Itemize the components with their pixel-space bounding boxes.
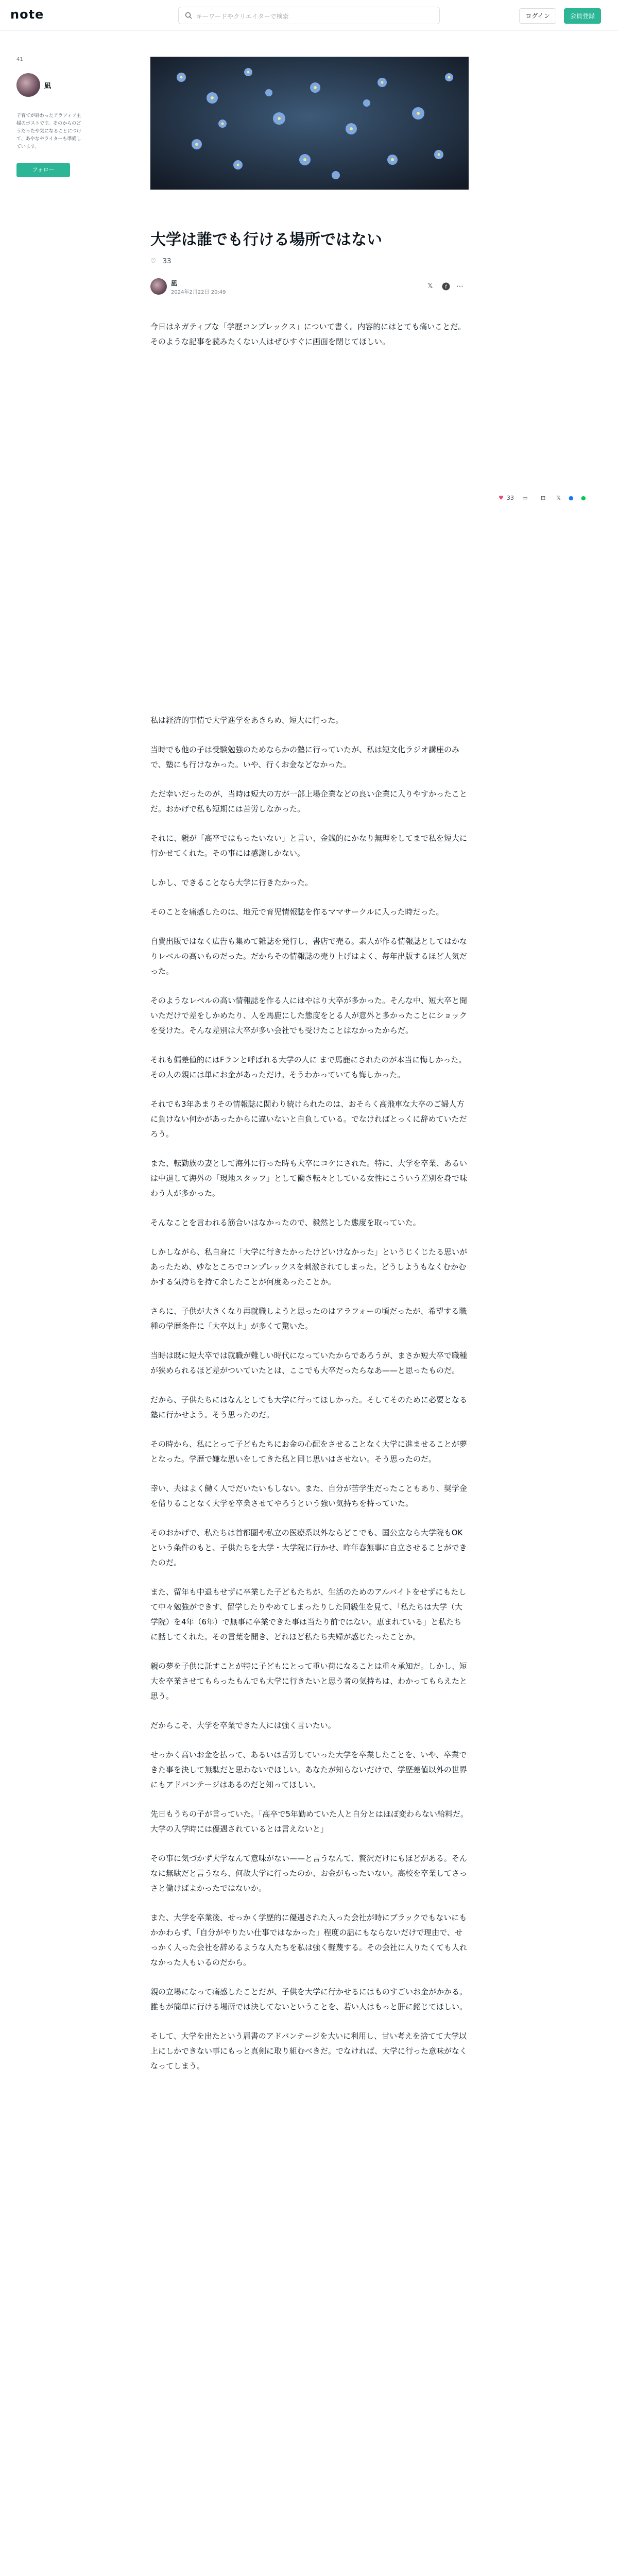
author-name[interactable]: 凪 bbox=[171, 280, 178, 287]
article-lead bbox=[150, 319, 469, 364]
paragraph: それに、親が「高卒ではもったいない」と言い、金銭的にかなり無理をしてまで私を短大に行かせてくれた。その事には感謝しかない。 bbox=[150, 834, 468, 858]
floating-actions bbox=[499, 495, 612, 507]
paragraph: だからこそ、大学を卒業できた人には強く言いたい。 bbox=[150, 1721, 336, 1730]
paragraph: その時から、私にとって子どもたちにお金の心配をさせることなく大学に進ませることが夢となった。学歴で嫌な思いをしてきた私と同じ思いはさせない。そう思ったのだ。 bbox=[150, 1439, 467, 1464]
paragraph: それでも3年あまりその情報誌に関わり続けられたのは、おそらく高飛車な大卒のご婦人方に負けない何かがあったからに違いないと自負している。でなければとっくに辞めていただろう。 bbox=[150, 1099, 467, 1139]
note-logo[interactable]: note bbox=[10, 7, 44, 22]
paragraph: さらに、子供が大きくなり再就職しようと思ったのはアラフォーの頃だったが、希望する職種の学歴条件に「大卒以上」が多くて驚いた。 bbox=[150, 1307, 467, 1331]
author-avatar[interactable] bbox=[150, 278, 167, 295]
login-button[interactable]: ログイン bbox=[519, 8, 556, 24]
paragraph: また、大学を卒業後、せっかく学歴的に優遇された入った会社が時にブラックでもないにもかかわらず、「自分がやりたい仕事ではなかった」程度の話にもならないだけで理由で、せっかく入った会社を辞めるような人たちを私は強く軽蔑する。その会社に入りたくても入れなかった人もいるのだから。 bbox=[150, 1913, 468, 1967]
site-header bbox=[0, 0, 618, 31]
creator-name[interactable]: 凪 bbox=[44, 82, 52, 90]
publish-date: 2024年2月22日 20:49 bbox=[171, 290, 226, 295]
author-row bbox=[150, 278, 469, 297]
hero-image bbox=[150, 57, 469, 190]
paragraph: それも偏差値的にはFランと呼ばれる大学の人に まで馬鹿にされたのが本当に悔しかった。その人の親には単にお金があっただけ。そうわかっていても悔しかった。 bbox=[150, 1055, 467, 1079]
facebook-share-icon[interactable] bbox=[442, 282, 450, 291]
like-count: 33 bbox=[162, 258, 171, 265]
paragraph: 当時でも他の子は受験勉強のためならかの塾に行っていたが、私は短文化ラジオ講座のみで、塾にも行けなかった。いや、行くお金などなかった。 bbox=[150, 745, 460, 769]
search-placeholder: キーワードやクリエイターで検索 bbox=[196, 13, 289, 20]
paragraph: 先日もうちの子が言っていた。「高卒で5年勤めていた人と自分とはほぼ変わらない給料だ。大学の入学時には優遇されているとは言えないと」 bbox=[150, 1809, 469, 1834]
paragraph: だから、子供たちにはなんとしても大学に行ってほしかった。そしてそのために必要となる塾に行かせよう。そう思ったのだ。 bbox=[150, 1395, 468, 1419]
paragraph: 親の夢を子供に託すことが特に子どもにとって重い荷になることは重々承知だ。しかし、短大を卒業させてもらったもんでも大学に行きたいと思う者の気持ちは、わかってもらえたと思う。 bbox=[150, 1662, 468, 1701]
floating-heart-icon[interactable]: ♥ bbox=[499, 495, 504, 501]
search-icon bbox=[185, 12, 192, 19]
paragraph: せっかく高いお金を払って、あるいは苦労していった大学を卒業したことを、いや、卒業できた事を決して無駄だと思わないでほしい。あなたが知らないだけで、学歴差値以外の世界にもアドバンテージはあるのだと知ってほしい。 bbox=[150, 1750, 467, 1789]
paragraph: しかしながら、私自身に「大学に行きたかったけどいけなかった」というじくじたる思いがあったため、妙なところでコンプレックスを刺激されてしまった。どうしようもなくむかむかする気持ちを持て余したことが何度あったことか。 bbox=[150, 1247, 468, 1286]
follow-label: フォロー bbox=[32, 166, 55, 173]
paragraph: 当時は既に短大卒では就職が難しい時代になっていたからであろうが、まさか短大卒で職種が狭められるほど差がついていたとは、ここでも大卒だったらなあ——と思ったものだ。 bbox=[150, 1351, 467, 1375]
paragraph: また、留年も中退もせずに卒業した子どもたちが、生活のためのアルバイトをせずにもたして中々勉強ができす、留学したりやめてしまったりした同級生を見て、「私たちは大学（大学院）を4年（6年）で無事に卒業できた事は当たり前ではない。恵まれている」と私たちに話してくれた。その言葉を聞き、どれほど私たち夫婦が感じたったことか。 bbox=[150, 1587, 467, 1641]
paragraph: また、転勤族の妻として海外に行った時も大卒にコケにされた。特に、大学を卒業、あるいは中退して海外の「現地スタッフ」として働き転々としている女性にこういう差別を身で味わう人が多かった。 bbox=[150, 1159, 468, 1198]
sidebar-profile bbox=[16, 57, 81, 173]
floating-like-count: 33 bbox=[507, 495, 514, 501]
more-menu-icon[interactable]: ⋯ bbox=[456, 282, 464, 291]
comment-icon[interactable]: ▭ bbox=[522, 495, 528, 501]
paragraph: 自費出版ではなく広告も集めて雑誌を発行し、書店で売る。素人が作る情報誌としてはかなりレベルの高いものだった。だからその情報誌の売り上げはよく、毎年出版するほど人気だった。 bbox=[150, 937, 468, 976]
paragraph: 幸い、夫はよく働く人でだいたいもしない。また、自分が苦学生だったこともあり、奨学金を借りることなく大学を卒業させてやろうという強い気持ちを持っていた。 bbox=[150, 1484, 468, 1508]
line-icon[interactable]: ● bbox=[581, 495, 586, 501]
hero-flowers-illustration bbox=[150, 57, 469, 190]
paragraph: 今日はネガティブな「学歴コンプレックス」について書く。内容的にはとても痛いことだ。そのような記事を読みたくない人はぜひすぐに画面を閉じてほしい。 bbox=[150, 322, 466, 346]
svg-text:f: f bbox=[445, 284, 447, 290]
follow-button[interactable] bbox=[16, 163, 70, 177]
paragraph: 親の立場になって痛感したことだが、子供を大学に行かせるにはものすごいお金がかかる。誰もが簡単に行ける場所では決してないということを、若い人はもっと肝に銘じてほしい。 bbox=[150, 1987, 468, 2011]
heart-icon: ♡ bbox=[150, 258, 157, 265]
paragraph: そのようなレベルの高い情報誌を作る人にはやはり大卒が多かった。そんな中、短大卒と聞いただけで差をしかめたり、人を馬鹿にした態度をとる人が意外と多かったことにショックを受けた。そんな差別は大卒が多い会社でも受けたことはなかったからだ。 bbox=[150, 996, 468, 1035]
paragraph: 私は経済的事情で大学進学をあきらめ、短大に行った。 bbox=[150, 716, 344, 725]
like-summary[interactable] bbox=[150, 258, 171, 265]
bookmark-icon[interactable]: ⊟ bbox=[541, 495, 546, 501]
paragraph: しかし、できることなら大学に行きたかった。 bbox=[150, 878, 313, 887]
paragraph: その事に気づかず大学なんて意味がない——と言うなんて、贅沢だけにもほどがある。そんなに無駄だと言うなら、何故大学に行ったのか、お金がもったいない。高校を卒業してさっさと働けばよかったではないか。 bbox=[150, 1854, 468, 1893]
paragraph: そのことを痛感したのは、地元で育児情報誌を作るママサークルに入った時だった。 bbox=[150, 907, 444, 917]
article-body bbox=[150, 713, 469, 2088]
search-box[interactable] bbox=[178, 7, 440, 24]
article-title: 大学は誰でも行ける場所ではない bbox=[150, 231, 382, 249]
x-share-icon[interactable]: 𝕏 bbox=[427, 282, 433, 290]
facebook-icon[interactable]: ● bbox=[569, 495, 574, 501]
follower-count: 41 bbox=[16, 57, 23, 62]
avatar[interactable] bbox=[16, 73, 40, 97]
paragraph: そんなことを言われる筋合いはなかったので、毅然とした態度を取っていた。 bbox=[150, 1218, 421, 1227]
x-icon[interactable]: 𝕏 bbox=[556, 495, 561, 501]
creator-bio: 子育てが終わったアラフィフ主婦のポストです。そのからのどうだったや気になることにつけて、あやなやライターも準備しています。 bbox=[16, 113, 81, 149]
paragraph: そのおかげで、私たちは首都圏や私立の医療系以外ならどこでも、国公立なら大学院もOKという条件のもと、子供たちを大学・大学院に行かせ、昨年春無事に自立させることができたのだ。 bbox=[150, 1528, 467, 1567]
paragraph: そして、大学を出たという肩書のアドバンテージを大いに利用し、甘い考えを捨てて大学以上にしかできない事にもっと真剣に取り組むべきだ。でなければ、大学に行った意味がなくなってしまう。 bbox=[150, 2031, 468, 2071]
signup-button[interactable]: 会員登録 bbox=[564, 8, 601, 24]
paragraph: ただ幸いだったのが、当時は短大の方が一部上場企業などの良い企業に入りやすかったことだ。おかげで私も短期には苦労しなかった。 bbox=[150, 789, 468, 814]
